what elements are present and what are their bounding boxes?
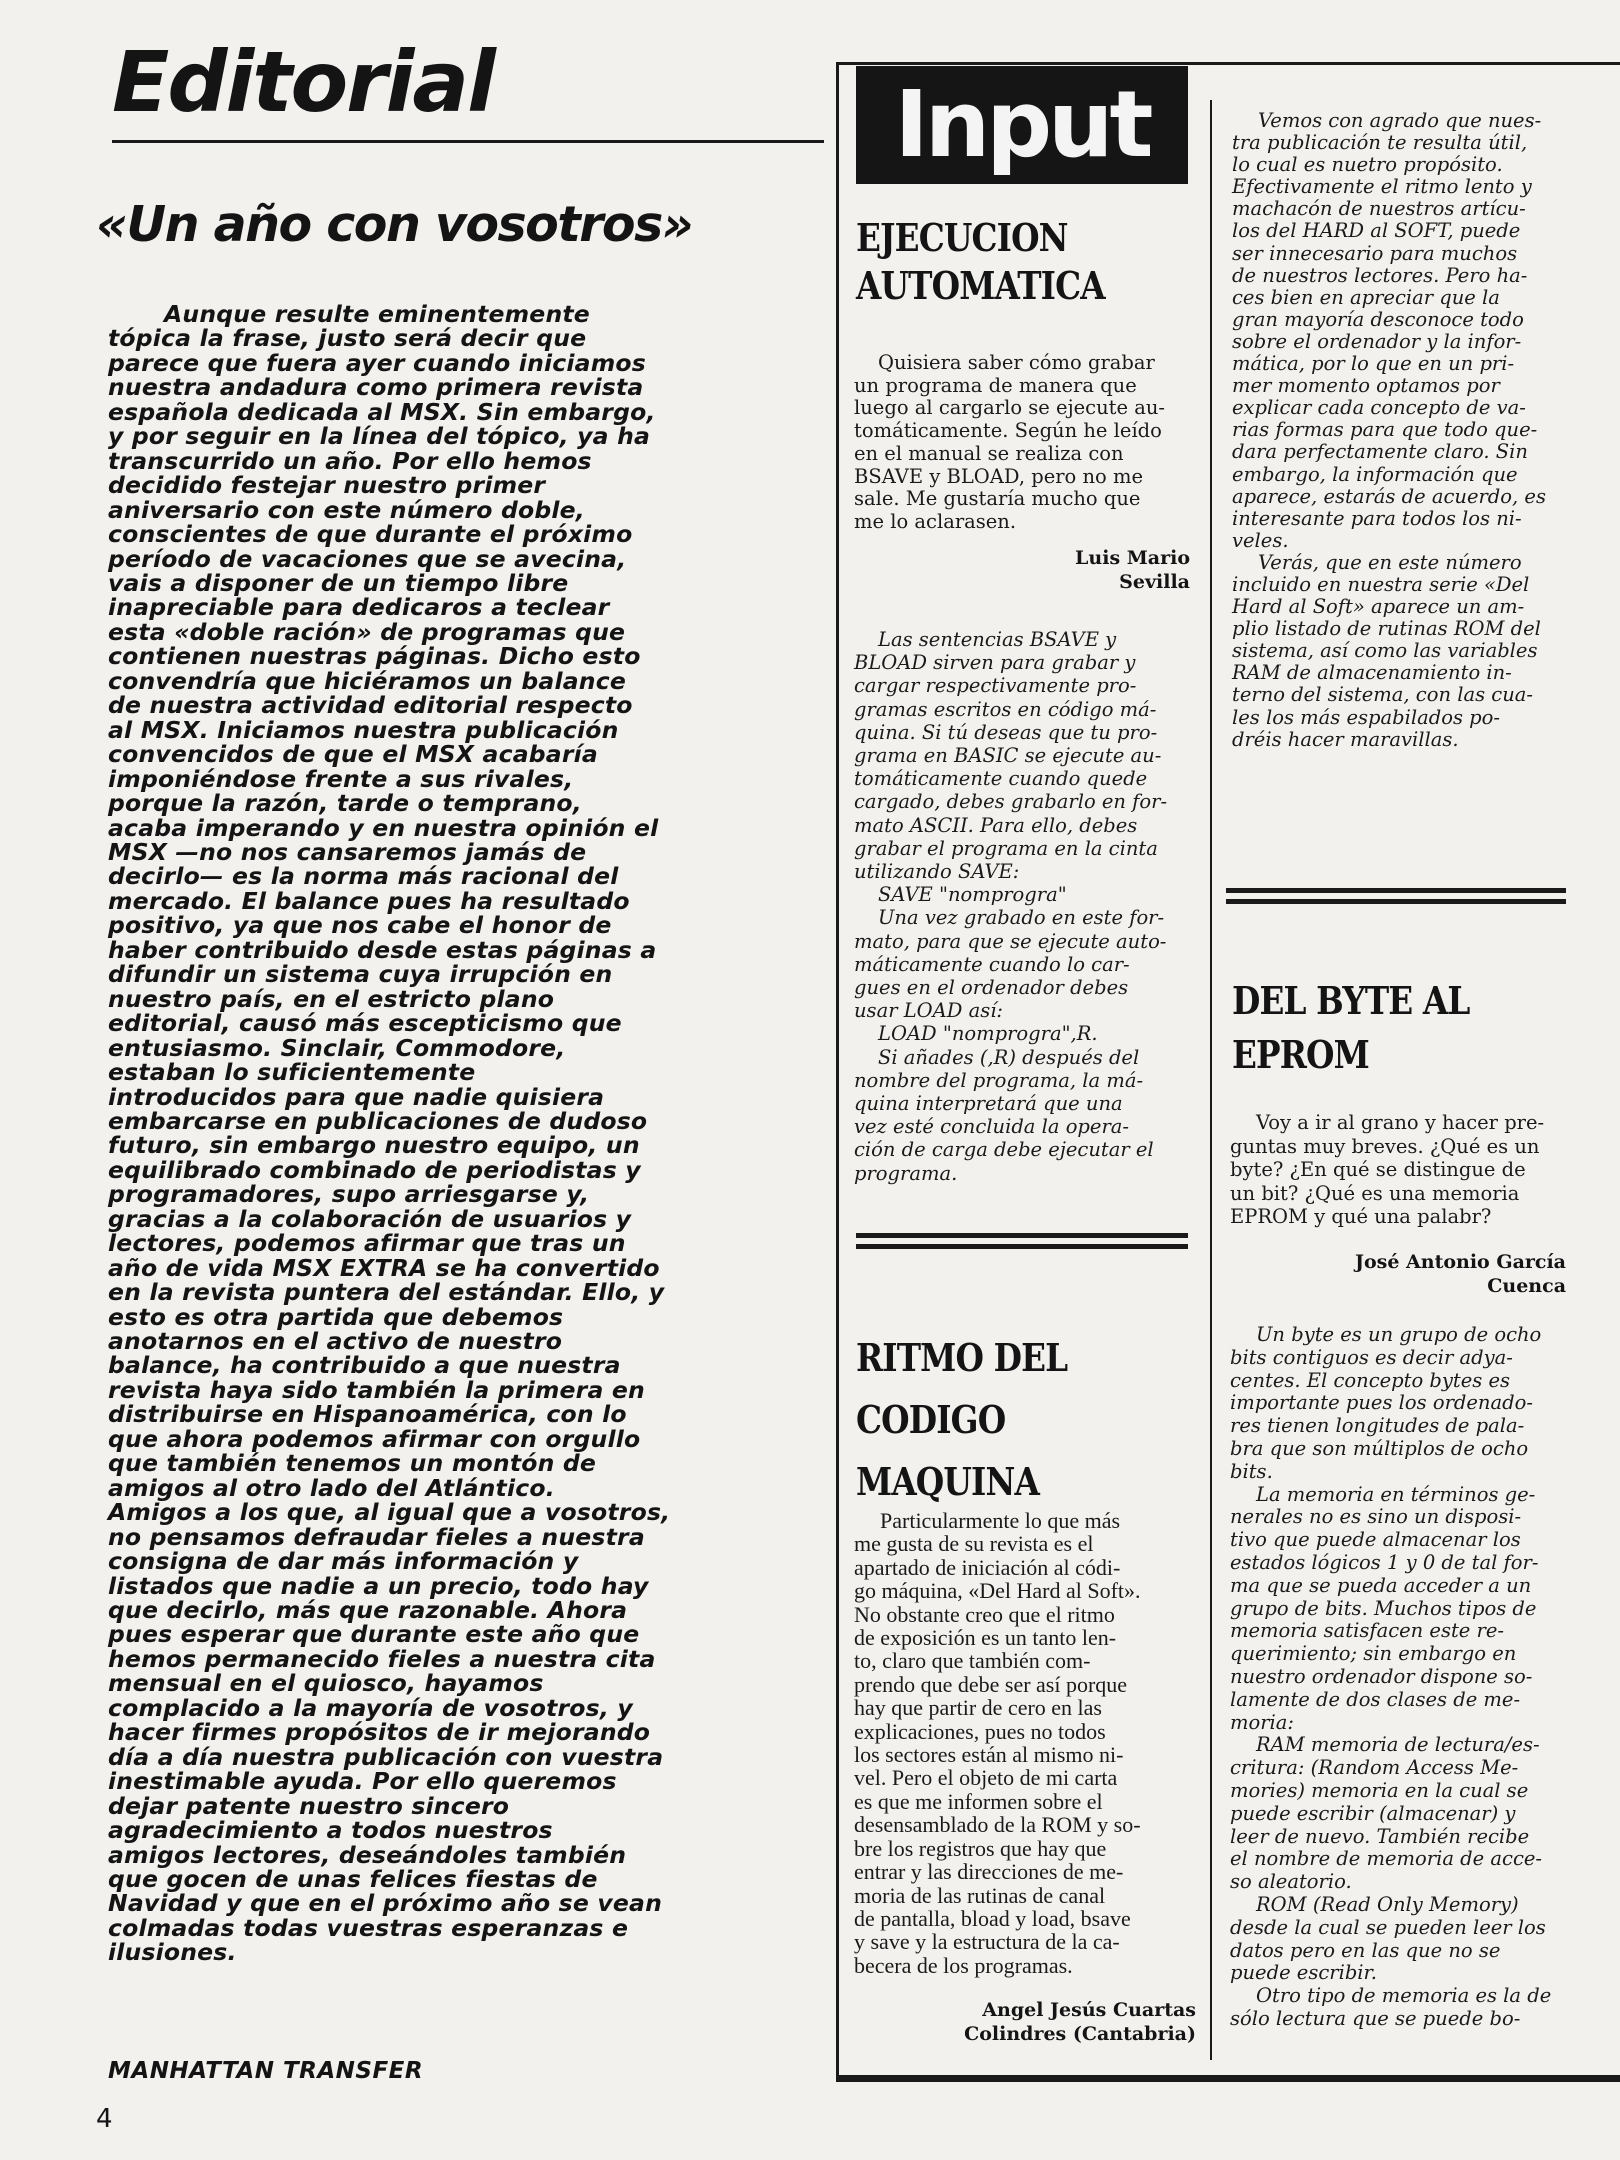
text-line: tomáticamente cuando quede [854, 767, 1148, 791]
page-number: 4 [96, 2104, 113, 2134]
editorial-line: MSX —no nos cansaremos jamás de [108, 837, 587, 866]
editorial-line: período de vacaciones que se avecina, [108, 544, 627, 573]
text-line: sistema, así como las variables [1232, 639, 1538, 663]
text-line: los del HARD al SOFT, puede [1232, 219, 1521, 243]
text-line: cargado, debes grabarlo en for- [854, 790, 1168, 814]
editorial-line: consigna de dar más información y [108, 1547, 579, 1576]
text-line: y save y la estructura de la ca- [854, 1929, 1120, 1955]
heading-line: EPROM [1232, 1032, 1369, 1077]
author-line: José Antonio García [1354, 1251, 1566, 1273]
text-line: prendo que debe ser así porque [854, 1671, 1128, 1697]
editorial-line: pues esperar que durante este año que [108, 1620, 640, 1649]
letter1-question [854, 352, 1194, 534]
editorial-line: agradecimiento a todos nuestros [108, 1816, 553, 1845]
heading-line: RITMO DEL [856, 1335, 1068, 1380]
text-line: byte? ¿En qué se distingue de [1230, 1158, 1526, 1181]
text-line: un bit? ¿Qué es una memoria [1230, 1181, 1520, 1205]
input-section-logo: Input [856, 66, 1188, 184]
letter2-question [854, 1509, 1200, 1977]
editorial-line: y por seguir en la línea del tópico, ya ha [108, 422, 651, 451]
text-line: desensamblado de la ROM y so- [854, 1812, 1141, 1838]
editorial-title: Editorial [112, 33, 494, 131]
editorial-line: programadores, supo arriesgarse y, [108, 1180, 590, 1209]
text-line: un programa de manera que [854, 373, 1137, 397]
editorial-line: imponiéndose frente a sus rivales, [108, 764, 574, 793]
text-line: critura: (Random Access Me- [1230, 1756, 1519, 1780]
text-line: en el manual se realiza con [854, 441, 1124, 465]
text-line: bits contiguos es decir adya- [1230, 1345, 1513, 1369]
letter2-heading [856, 1327, 1067, 1513]
author-line: Cuenca [1487, 1274, 1566, 1297]
author-line: Angel Jesús Cuartas [982, 1999, 1196, 2021]
letter1-author [1000, 547, 1190, 594]
text-line: importante pues los ordenado- [1230, 1391, 1533, 1415]
editorial-line: dejar patente nuestro sincero [108, 1791, 510, 1820]
editorial-line: inestimable ayuda. Por ello queremos [108, 1767, 617, 1796]
editorial-line: que gocen de unas felices fiestas de [108, 1865, 598, 1893]
editorial-line: distribuirse en Hispanoamérica, con lo [108, 1400, 627, 1429]
text-line: leer de nuevo. También recibe [1230, 1824, 1530, 1848]
editorial-line: colmadas todas vuestras esperanzas e [108, 1913, 629, 1942]
editorial-line: mensual en el quiosco, hayamos [108, 1669, 544, 1698]
text-line: utilizando SAVE: [854, 860, 1020, 884]
text-line: Efectivamente el ritmo lento y [1232, 175, 1532, 199]
text-line: hay que partir de cero en las [854, 1695, 1102, 1721]
text-line: bre los registros que hay que [854, 1835, 1107, 1861]
editorial-line: haber contribuido desde estas páginas a [108, 935, 657, 964]
text-line: gran mayoría desconoce todo [1232, 307, 1524, 331]
text-line: máticamente cuando lo car- [854, 952, 1130, 976]
editorial-line: que ahora podemos afirmar con orgullo [108, 1424, 641, 1453]
text-line: ma que se pueda acceder a un [1230, 1573, 1532, 1597]
text-line: No obstante creo que el ritmo [854, 1601, 1115, 1627]
editorial-line: hemos permanecido fieles a nuestra cita [108, 1644, 656, 1673]
text-line: machacón de nuestros artícu- [1232, 197, 1526, 221]
text-line: les los más espabilados po- [1232, 705, 1500, 729]
letter2-author [900, 1999, 1196, 2046]
text-line: centes. El concepto bytes es [1230, 1368, 1511, 1392]
text-line: RAM memoria de lectura/es- [1256, 1733, 1540, 1757]
text-line: estados lógicos 1 y 0 de tal for- [1230, 1550, 1539, 1574]
text-line: luego al cargarlo se ejecute au- [854, 396, 1165, 420]
editorial-line: Navidad y que en el próximo año se vean [108, 1889, 663, 1918]
text-line: memoria satisfacen este re- [1230, 1619, 1504, 1643]
editorial-line: que también tenemos un montón de [108, 1449, 597, 1478]
text-line: sale. Me gustaría mucho que [854, 487, 1141, 511]
text-line: bra que son múltiplos de ocho [1230, 1436, 1529, 1460]
text-line: veles. [1232, 528, 1289, 552]
editorial-line: editorial, causó más escepticismo que [108, 1009, 622, 1038]
editorial-line: embarcarse en publicaciones de dudoso [108, 1106, 648, 1135]
editorial-line: tópica la frase, justo será decir que [108, 324, 587, 353]
text-line: dara perfectamente claro. Sin [1232, 440, 1528, 464]
heading-line: DEL BYTE AL [1232, 978, 1470, 1023]
text-line: me gusta de su revista es el [854, 1531, 1094, 1557]
text-line: guntas muy breves. ¿Qué es un [1230, 1134, 1540, 1158]
text-line: mática, por lo que en un pri- [1232, 352, 1515, 376]
text-line: nerales no es sino un disposi- [1230, 1505, 1522, 1529]
text-line: moria: [1230, 1710, 1294, 1734]
text-line: go máquina, «Del Hard al Soft». [854, 1578, 1141, 1604]
editorial-line: al MSX. Iniciamos nuestra publicación [108, 715, 619, 744]
text-line: quina interpretará que una [854, 1092, 1123, 1116]
editorial-line: nuestra andadura como primera revista [108, 373, 644, 402]
text-line: Particularmente lo que más [880, 1508, 1121, 1533]
editorial-line: decidido festejar nuestro primer [108, 471, 546, 500]
text-line: mato ASCII. Para ello, debes [854, 813, 1138, 837]
editorial-line: amigos lectores, deseándoles también [108, 1840, 627, 1869]
text-line: Si añades (,R) después del [878, 1045, 1140, 1069]
editorial-line: difundir un sistema cuya irrupción en [108, 960, 613, 989]
text-line: tomáticamente. Según he leído [854, 419, 1162, 443]
letter1-heading [856, 214, 1105, 310]
text-line: puede escribir (almacenar) y [1230, 1801, 1516, 1825]
text-line: aparece, estarás de acuerdo, es [1232, 484, 1546, 508]
editorial-line: conscientes de que durante el próximo [108, 520, 633, 549]
editorial-line: esto es otra partida que debemos [108, 1302, 564, 1331]
text-line: so aleatorio. [1230, 1870, 1352, 1894]
editorial-line: en la revista puntera del estándar. Ello, y [108, 1278, 665, 1307]
text-line: me lo aclarasen. [854, 509, 1017, 533]
editorial-line: porque la razón, tarde o temprano, [108, 789, 582, 818]
editorial-heading: «Un año con vosotros» [96, 196, 693, 253]
text-line: vel. Pero el objeto de mi carta [854, 1765, 1118, 1791]
text-line: Otro tipo de memoria es la de [1256, 1984, 1552, 2008]
editorial-line: convencidos de que el MSX acabaría [108, 740, 598, 769]
text-line: sólo lectura que se puede bo- [1230, 2006, 1521, 2030]
text-line: desde la cual se pueden leer los [1230, 1915, 1546, 1939]
text-line: terno del sistema, con las cua- [1232, 683, 1533, 707]
box-border-top [836, 62, 1620, 65]
text-line: apartado de iniciación al códi- [854, 1554, 1121, 1580]
editorial-line: amigos al otro lado del Atlántico. [108, 1473, 555, 1502]
editorial-line: convendría que hiciéramos un balance [108, 666, 626, 695]
text-line: entrar y las direcciones de me- [854, 1859, 1124, 1885]
text-line: de exposición es un tanto len- [854, 1625, 1117, 1651]
editorial-line: listados que nadie a un precio, todo hay [108, 1571, 649, 1600]
editorial-line: parece que fuera ayer cuando iniciamos [108, 348, 646, 377]
editorial-line: Aunque resulte eminentemente [164, 300, 590, 328]
heading-line: EJECUCION [856, 215, 1068, 260]
text-line: ción de carga debe ejecutar el [854, 1138, 1154, 1162]
text-line: tivo que puede almacenar los [1230, 1528, 1521, 1552]
text-line: Vemos con agrado que nues- [1258, 109, 1542, 132]
editorial-line: revista haya sido también la primera en [108, 1375, 645, 1404]
text-line: cargar respectivamente pro- [854, 674, 1137, 698]
text-line: plio listado de rutinas ROM del [1232, 617, 1541, 641]
text-line: ROM (Read Only Memory) [1256, 1892, 1519, 1916]
column-divider [1210, 100, 1212, 2060]
text-line: el nombre de memoria de acce- [1230, 1847, 1542, 1871]
editorial-line: nuestro país, en el estricto plano [108, 984, 555, 1013]
text-line: embargo, la información que [1232, 462, 1518, 486]
text-line: incluido en nuestra serie «Del [1232, 572, 1530, 596]
text-line: Una vez grabado en este for- [878, 906, 1165, 930]
text-line: lamente de dos clases de me- [1230, 1687, 1521, 1711]
letter1-answer [854, 628, 1194, 1185]
text-line: Voy a ir al grano y hacer pre- [1256, 1111, 1545, 1134]
text-line: Un byte es un grupo de ocho [1256, 1323, 1542, 1346]
text-line: usar LOAD así: [854, 999, 1004, 1023]
text-line: rias formas para que todo que- [1232, 418, 1538, 442]
text-line: bits. [1230, 1459, 1273, 1483]
heading-line: MAQUINA [856, 1459, 1039, 1504]
editorial-line: aniversario con este número doble, [108, 495, 585, 524]
editorial-line: día a día nuestra publicación con vuestra [108, 1742, 664, 1771]
text-line: to, claro que también com- [854, 1648, 1091, 1674]
letter2-answer [1232, 110, 1572, 751]
editorial-line: española dedicada al MSX. Sin embargo, [108, 397, 656, 426]
text-line: Verás, que en este número [1258, 550, 1522, 574]
text-line: programa. [854, 1161, 958, 1185]
text-line: gramas escritos en código má- [854, 697, 1157, 721]
text-line: ces bien en apreciar que la [1232, 285, 1500, 309]
letter3-question [1230, 1111, 1570, 1229]
text-line: interesante para todos los ni- [1232, 506, 1522, 530]
editorial-line: vais a disponer de un tiempo libre [108, 568, 569, 597]
editorial-line: ilusiones. [108, 1938, 237, 1967]
text-line: explicar cada concepto de va- [1232, 396, 1526, 420]
text-line: grabar el programa en la cinta [854, 836, 1158, 860]
editorial-line: estaban lo suficientemente [108, 1058, 476, 1087]
text-line: Las sentencias BSAVE y [878, 628, 1117, 651]
code-line: SAVE "nomprogra" [878, 883, 1067, 907]
editorial-line: anotarnos en el activo de nuestro [108, 1327, 563, 1356]
text-line: grama en BASIC se ejecute au- [854, 744, 1162, 768]
letter3-heading [1232, 974, 1469, 1082]
editorial-line: complacido a la mayoría de vosotros, y [108, 1693, 633, 1722]
text-line: los sectores están al mismo ni- [854, 1742, 1124, 1768]
editorial-line: esta «doble ración» de programas que [108, 617, 626, 646]
editorial-line: no pensamos defraudar fieles a nuestra [108, 1522, 645, 1551]
text-line: mer momento optamos por [1232, 374, 1500, 398]
text-line: mato, para que se ejecute auto- [854, 929, 1167, 953]
text-line: gues en el ordenador debes [854, 976, 1129, 1000]
text-line: dréis hacer maravillas. [1232, 727, 1459, 751]
heading-line: AUTOMATICA [856, 263, 1105, 308]
editorial-line: equilibrado combinado de periodistas y [108, 1155, 641, 1184]
author-line: Sevilla [1119, 570, 1190, 593]
text-line: de nuestros lectores. Pero ha- [1232, 263, 1528, 287]
text-line: es que me informen sobre el [854, 1788, 1103, 1814]
editorial-line: entusiasmo. Sinclair, Commodore, [108, 1033, 566, 1062]
text-line: lo cual es nuetro propósito. [1232, 153, 1503, 177]
text-line: Quisiera saber cómo grabar [878, 351, 1155, 374]
text-line: La memoria en términos ge- [1256, 1482, 1536, 1506]
author-line: Luis Mario [1075, 547, 1190, 569]
editorial-line: hacer firmes propósitos de ir mejorando [108, 1718, 651, 1747]
editorial-line: año de vida MSX EXTRA se ha convertido [108, 1253, 660, 1282]
author-line: Colindres (Cantabria) [964, 2022, 1196, 2045]
text-line: nuestro ordenador dispone so- [1230, 1664, 1533, 1688]
editorial-line: futuro, sin embargo nuestro equipo, un [108, 1131, 640, 1160]
text-line: BSAVE y BLOAD, pero no me [854, 464, 1144, 488]
text-line: res tienen longitudes de pala- [1230, 1414, 1525, 1438]
text-line: RAM de almacenamiento in- [1232, 661, 1512, 685]
text-line: nombre del programa, la má- [854, 1068, 1144, 1092]
code-line: LOAD "nomprogra",R. [878, 1022, 1098, 1046]
text-line: BLOAD sirven para grabar y [854, 651, 1136, 675]
editorial-line: gracias a la colaboración de usuarios y [108, 1204, 632, 1233]
text-line: quina. Si tú deseas que tu pro- [854, 720, 1158, 744]
text-line: becera de los programas. [854, 1952, 1073, 1978]
letter3-author [1290, 1251, 1566, 1298]
text-line: ser innecesario para muchos [1232, 241, 1518, 265]
editorial-line: balance, ha contribuido a que nuestra [108, 1351, 621, 1380]
box-border-left [836, 62, 839, 2080]
text-line: querimiento; sin embargo en [1230, 1642, 1517, 1666]
text-line: vez esté concluida la opera- [854, 1115, 1129, 1139]
editorial-line: introducidos para que nadie quisiera [108, 1082, 605, 1111]
text-line: explicaciones, pues no todos [854, 1718, 1106, 1744]
text-line: grupo de bits. Muchos tipos de [1230, 1596, 1537, 1620]
editorial-line: transcurrido un año. Por ello hemos [108, 446, 592, 475]
letter-separator [1226, 888, 1566, 904]
editorial-line: que decirlo, más que razonable. Ahora [108, 1596, 628, 1625]
text-line: de pantalla, bload y load, bsave [854, 1905, 1131, 1931]
text-line: Hard al Soft» aparece un am- [1232, 595, 1525, 619]
editorial-signature: MANHATTAN TRANSFER [108, 2058, 424, 2084]
text-line: moria de las rutinas de canal [854, 1882, 1106, 1908]
text-line: mories) memoria en la cual se [1230, 1778, 1529, 1802]
editorial-line: decirlo— es la norma más racional del [108, 862, 619, 891]
editorial-line: mercado. El balance pues ha resultado [108, 886, 630, 915]
editorial-line: Amigos a los que, al igual que a vosotros, [108, 1498, 671, 1527]
letter-separator [856, 1233, 1188, 1249]
editorial-line: contienen nuestras páginas. Dicho esto [108, 642, 641, 671]
text-line: EPROM y qué una palabr? [1230, 1205, 1492, 1228]
editorial-line: de nuestra actividad editorial respecto [108, 691, 633, 720]
box-border-bottom [836, 2075, 1620, 2082]
editorial-line: lectores, podemos afirmar que tras un [108, 1229, 626, 1258]
text-line: datos pero en las que no se [1230, 1938, 1501, 1962]
letter3-answer [1230, 1324, 1572, 2031]
text-line: tra publicación te resulta útil, [1232, 131, 1528, 155]
editorial-line: inapreciable para dedicaros a teclear [108, 593, 610, 622]
editorial-line: positivo, ya que nos cabe el honor de [108, 911, 612, 940]
editorial-body [108, 302, 798, 1965]
heading-line: CODIGO [856, 1397, 1006, 1442]
text-line: puede escribir. [1230, 1961, 1377, 1985]
text-line: sobre el ordenador y la infor- [1232, 329, 1522, 353]
editorial-line: acaba imperando y en nuestra opinión el [108, 813, 659, 842]
title-rule [112, 140, 824, 143]
